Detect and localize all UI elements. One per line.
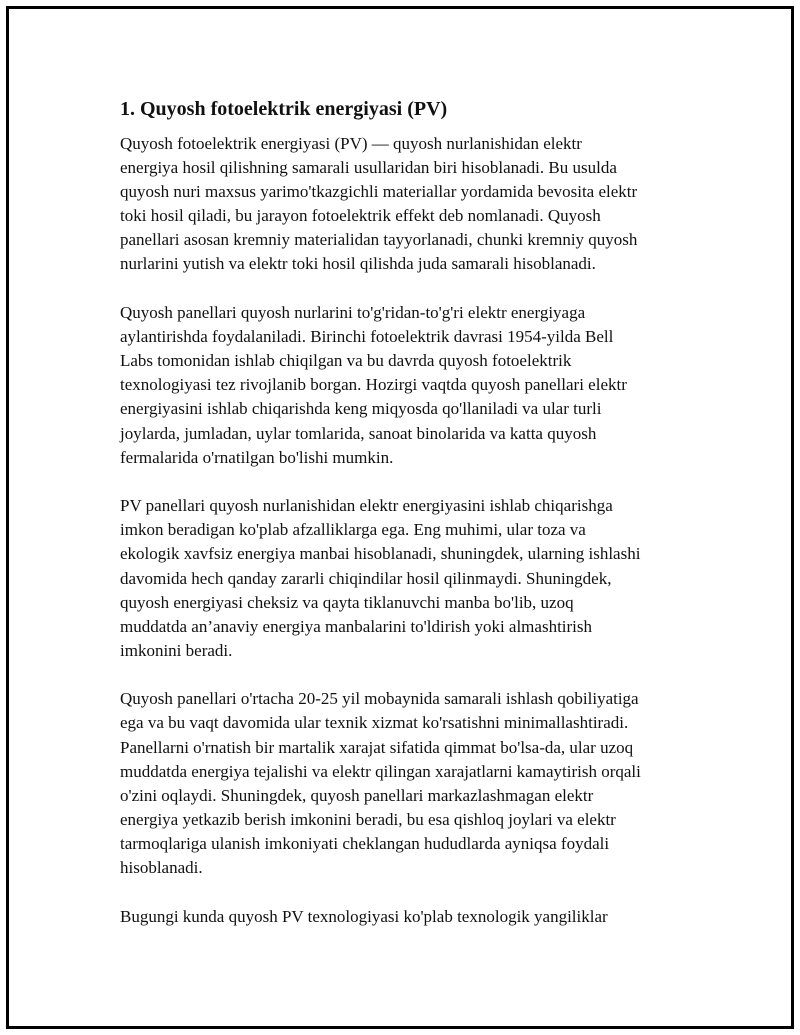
paragraph-line: Quyosh panellari quyosh nurlarini to'g'ridan-to'g'ri elektr energiyaga	[120, 303, 586, 323]
paragraph-line: quyosh nuri maxsus yarimo'tkazgichli materiallar yordamida bevosita elektr	[120, 182, 638, 202]
paragraph-line: texnologiyasi tez rivojlanib borgan. Hozirgi vaqtda quyosh panellari elektr	[120, 375, 627, 395]
paragraph-line: energiyasini ishlab chiqarishda keng miqyosda qo'llaniladi va ular turli	[120, 399, 602, 419]
paragraph-line: Quyosh fotoelektrik energiyasi (PV) — quyosh nurlanishidan elektr	[120, 134, 582, 153]
document-page	[6, 6, 794, 1029]
document-body	[120, 96, 700, 953]
paragraph-line: fermalarida o'rnatilgan bo'lishi mumkin.	[120, 447, 394, 467]
paragraph	[120, 132, 700, 277]
paragraph-line: Labs tomonidan ishlab chiqilgan va bu davrda quyosh fotoelektrik	[120, 351, 572, 371]
paragraph-line: davomida hech qanday zararli chiqindilar hosil qilinmaydi. Shuningdek,	[120, 568, 612, 588]
paragraph-list	[120, 132, 700, 929]
paragraph-line: tarmoqlariga ulanish imkoniyati cheklangan hududlarda ayniqsa foydali	[120, 833, 610, 853]
paragraph-line: muddatda energiya tejalishi va elektr qilingan xarajatlarni kamaytirish orqali	[120, 761, 641, 781]
paragraph	[120, 494, 700, 663]
paragraph-line: Bugungi kunda quyosh PV texnologiyasi ko'plab texnologik yangiliklar	[120, 906, 608, 926]
paragraph-line: joylarda, jumladan, uylar tomlarida, sanoat binolarida va katta quyosh	[120, 423, 597, 443]
paragraph	[120, 687, 700, 880]
paragraph-line: imkon beradigan ko'plab afzalliklarga ega. Eng muhimi, ular toza va	[120, 520, 586, 540]
paragraph-line: energiya yetkazib berish imkonini beradi, bu esa qishloq joylari va elektr	[120, 809, 616, 829]
paragraph	[120, 905, 700, 929]
paragraph-line: Quyosh panellari o'rtacha 20-25 yil mobaynida samarali ishlash qobiliyatiga	[120, 689, 639, 709]
paragraph	[120, 301, 700, 470]
paragraph-line: o'zini oqlaydi. Shuningdek, quyosh panellari markazlashmagan elektr	[120, 785, 594, 805]
paragraph-line: PV panellari quyosh nurlanishidan elektr energiyasini ishlab chiqarishga	[120, 496, 613, 516]
paragraph-line: aylantirishda foydalaniladi. Birinchi fotoelektrik davrasi 1954-yilda Bell	[120, 327, 614, 347]
paragraph-line: panellari asosan kremniy materialidan tayyorlanadi, chunki kremniy quyosh	[120, 230, 638, 250]
paragraph-line: quyosh energiyasi cheksiz va qayta tiklanuvchi manba bo'lib, uzoq	[120, 592, 574, 612]
paragraph-line: ega va bu vaqt davomida ular texnik xizmat ko'rsatishni minimallashtiradi.	[120, 713, 629, 733]
section-heading: 1. Quyosh fotoelektrik energiyasi (PV)	[120, 98, 448, 120]
paragraph-line: Panellarni o'rnatish bir martalik xarajat sifatida qimmat bo'lsa-da, ular uzoq	[120, 737, 634, 757]
paragraph-line: ekologik xavfsiz energiya manbai hisoblanadi, shuningdek, ularning ishlashi	[120, 544, 641, 564]
paragraph-line: energiya hosil qilishning samarali usullaridan biri hisoblanadi. Bu usulda	[120, 158, 617, 178]
paragraph-line: nurlarini yutish va elektr toki hosil qilishda juda samarali hisoblanadi.	[120, 254, 596, 274]
paragraph-line: toki hosil qiladi, bu jarayon fotoelektrik effekt deb nomlanadi. Quyosh	[120, 206, 601, 226]
paragraph-line: hisoblanadi.	[120, 858, 203, 878]
paragraph-line: muddatda an’anaviy energiya manbalarini to'ldirish yoki almashtirish	[120, 616, 593, 636]
paragraph-line: imkonini beradi.	[120, 640, 233, 660]
